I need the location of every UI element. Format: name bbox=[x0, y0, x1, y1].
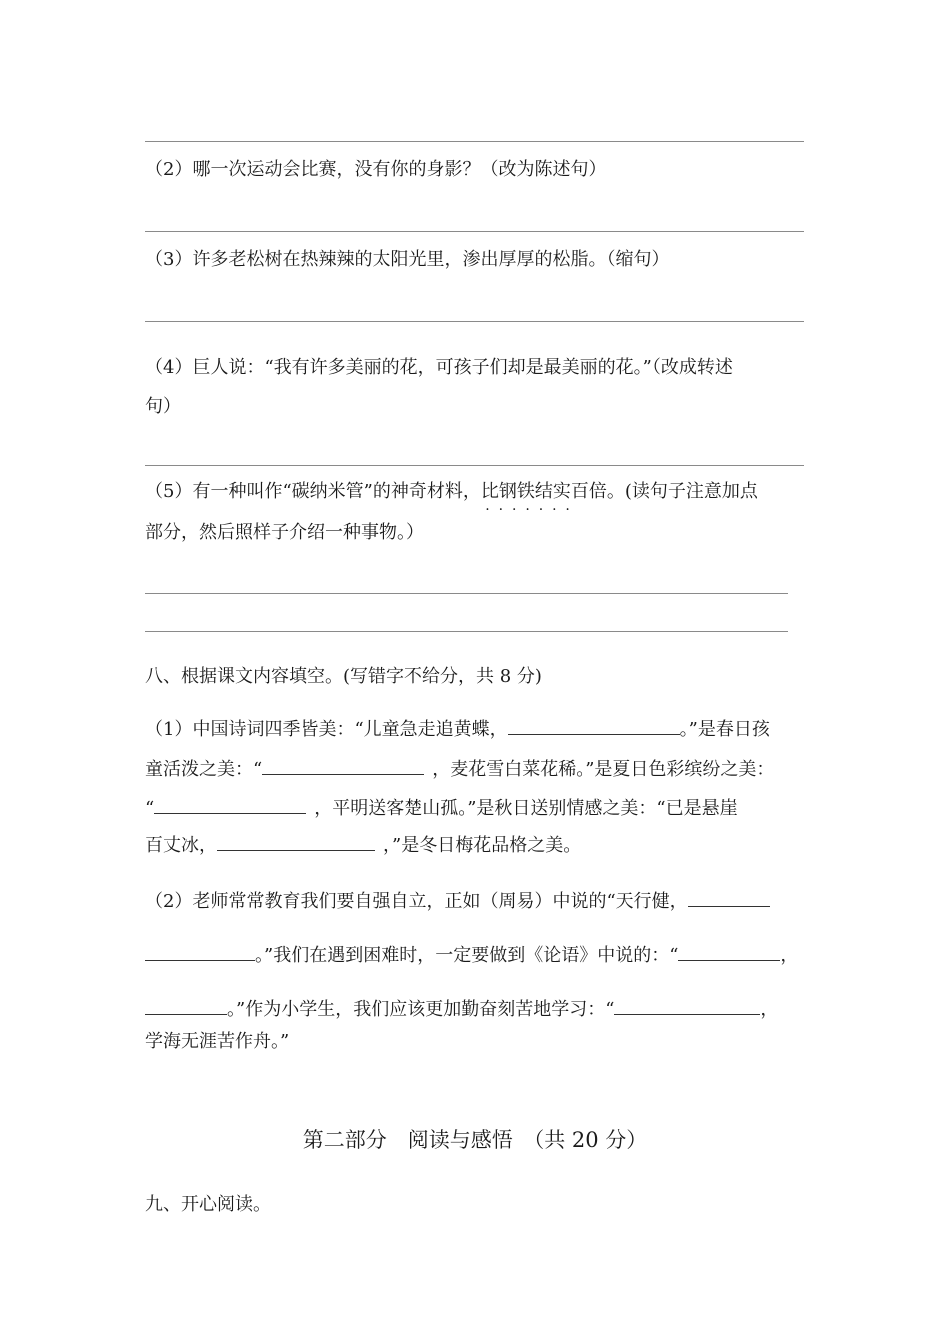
emphasis-dotted-text bbox=[480, 481, 607, 518]
emphasis-dots: · · · · · · · bbox=[480, 502, 570, 518]
answer-line[interactable] bbox=[145, 631, 788, 632]
answer-line[interactable] bbox=[145, 465, 804, 466]
section-8-heading: 八、根据课文内容填空。(写错字不给分，共 8 分) bbox=[145, 666, 542, 687]
fill-blank[interactable] bbox=[145, 996, 227, 1015]
fill-blank[interactable] bbox=[154, 795, 306, 814]
fill-blank[interactable] bbox=[614, 996, 760, 1015]
text: 百丈冰， bbox=[145, 835, 217, 856]
q7-item-2: （2）哪一次运动会比赛，没有你的身影？（改为陈述句） bbox=[145, 159, 607, 180]
text: 。”是春日孩 bbox=[679, 719, 770, 740]
text: ， bbox=[760, 999, 779, 1020]
text: （2）老师常常教育我们要自强自立，正如（周易）中说的“天行健， bbox=[145, 891, 688, 912]
text: 童活泼之美：“ bbox=[145, 759, 263, 780]
fill-blank[interactable] bbox=[688, 888, 770, 907]
answer-line[interactable] bbox=[145, 321, 804, 322]
text: “ bbox=[145, 798, 155, 819]
answer-line[interactable] bbox=[145, 141, 804, 142]
q7-item-5-line2: 部分，然后照样子介绍一种事物。） bbox=[145, 522, 424, 543]
text: ，麦花雪白菜花稀。”是夏日色彩缤纷之美： bbox=[432, 759, 775, 780]
text: （1）中国诗词四季皆美：“儿童急走追黄蝶， bbox=[145, 719, 508, 740]
q7-item-3: （3）许多老松树在热辣辣的太阳光里，渗出厚厚的松脂。（缩句） bbox=[145, 249, 670, 270]
q7-item-5-text-a: （5）有一种叫作“碳纳米管”的神奇材料， bbox=[145, 481, 481, 502]
fill-blank[interactable] bbox=[217, 832, 375, 851]
q8-p1-line1 bbox=[145, 716, 770, 742]
answer-line[interactable] bbox=[145, 593, 788, 594]
text: ， bbox=[780, 945, 799, 966]
q7-item-5-text-b: 。(读句子注意加点 bbox=[606, 481, 758, 502]
text: 。”作为小学生，我们应该更加勤奋刻苦地学习：“ bbox=[227, 999, 615, 1020]
part-2-title: 第二部分 阅读与感悟 （共 20 分） bbox=[302, 1128, 648, 1152]
text: 。”我们在遇到困难时，一定要做到《论语》中说的：“ bbox=[255, 945, 679, 966]
q8-p1-line4 bbox=[145, 832, 581, 858]
section-9-heading: 九、开心阅读。 bbox=[145, 1194, 271, 1215]
answer-line[interactable] bbox=[145, 231, 804, 232]
fill-blank[interactable] bbox=[262, 756, 424, 775]
q8-p1-line2 bbox=[145, 756, 774, 782]
emphasis-text: 比钢铁结实百倍 bbox=[480, 481, 607, 502]
q7-item-4-line2: 句） bbox=[145, 396, 181, 417]
q8-p1-line3 bbox=[145, 795, 738, 821]
q7-item-4-line1: （4）巨人说：“我有许多美丽的花，可孩子们却是最美丽的花。”（改成转述 bbox=[145, 357, 733, 378]
fill-blank[interactable] bbox=[508, 716, 680, 735]
q8-p2-line2 bbox=[145, 942, 798, 968]
q8-p2-line1 bbox=[145, 888, 770, 914]
text: ，”是冬日梅花品格之美。 bbox=[383, 835, 582, 856]
q7-item-5-line1 bbox=[145, 480, 758, 518]
fill-blank[interactable] bbox=[145, 942, 255, 961]
fill-blank[interactable] bbox=[678, 942, 780, 961]
text: ，平明送客楚山孤。”是秋日送别情感之美：“已是悬崖 bbox=[314, 798, 738, 819]
q8-p2-line4: 学海无涯苦作舟。” bbox=[145, 1031, 290, 1052]
q8-p2-line3 bbox=[145, 996, 778, 1022]
